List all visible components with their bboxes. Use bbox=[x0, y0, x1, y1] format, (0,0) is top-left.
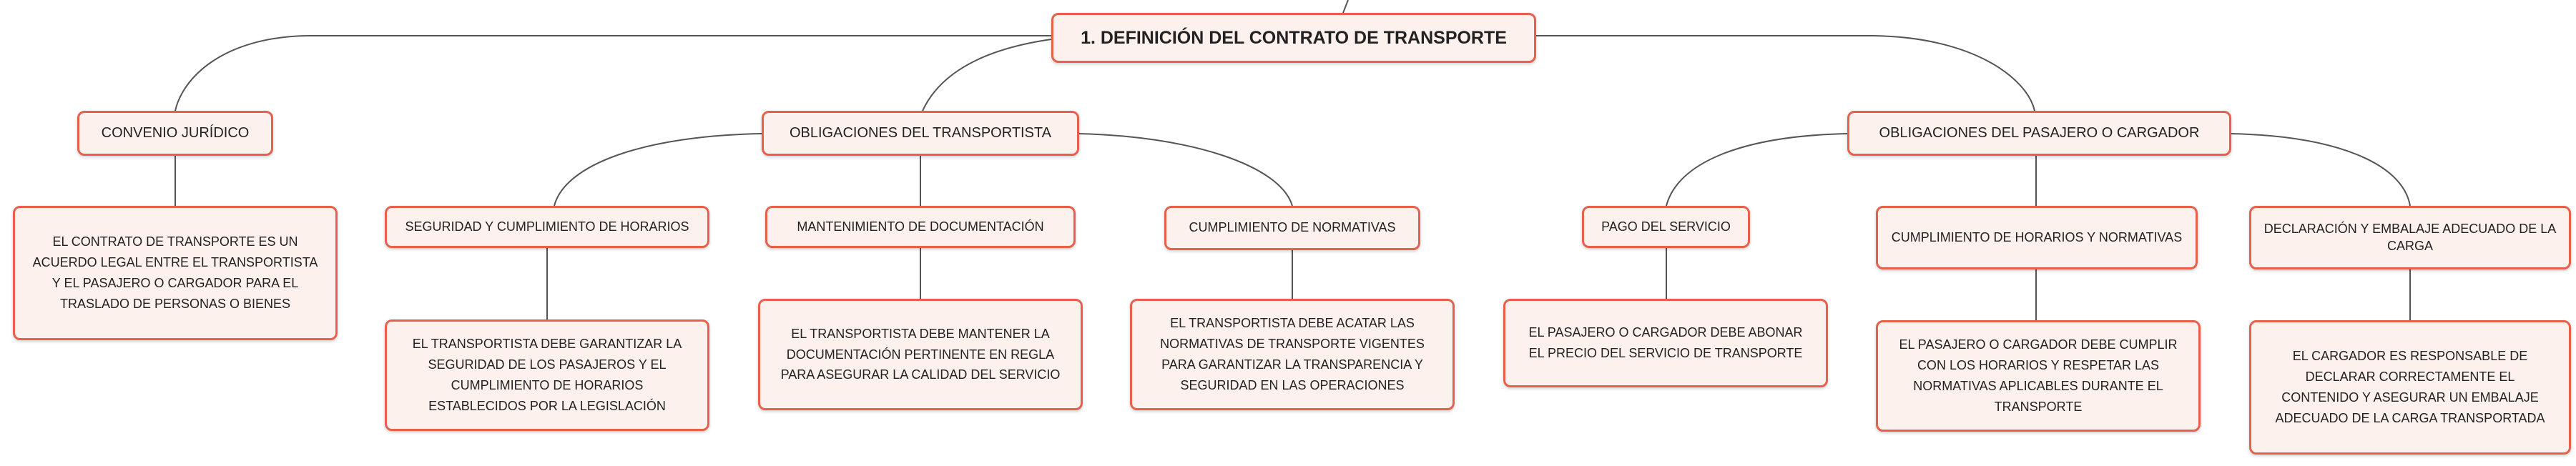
topic-label: MANTENIMIENTO DE DOCUMENTACIÓN bbox=[797, 219, 1044, 234]
leaf-seguridad-horarios bbox=[385, 319, 709, 431]
leaf-pago-servicio bbox=[1503, 299, 1828, 387]
branch-label: OBLIGACIONES DEL PASAJERO O CARGADOR bbox=[1879, 125, 2200, 141]
topic-label: DECLARACIÓN Y EMBALAJE ADECUADO DE LA CARGA bbox=[2263, 222, 2557, 253]
topic-declaracion-embalaje bbox=[2249, 206, 2571, 269]
topic-label: SEGURIDAD Y CUMPLIMIENTO DE HORARIOS bbox=[405, 219, 689, 234]
topic-seguridad-horarios bbox=[385, 206, 709, 248]
branch-convenio-juridico bbox=[77, 111, 273, 156]
topic-label: CUMPLIMIENTO DE HORARIOS Y NORMATIVAS bbox=[1891, 229, 2183, 244]
leaf-declaracion-embalaje bbox=[2249, 320, 2571, 455]
topic-cumplimiento-normativas bbox=[1164, 206, 1420, 250]
branch-label: CONVENIO JURÍDICO bbox=[101, 125, 250, 141]
leaf-text: EL CARGADOR ES RESPONSABLE DE DECLARAR CORRECTAMENTE EL CONTENIDO Y ASEGURAR UN EMBALAJE ADECUADO DE LA CARGA TRANSPORTADA bbox=[2275, 349, 2545, 425]
leaf-text: EL CONTRATO DE TRANSPORTE ES UN ACUERDO LEGAL ENTRE EL TRANSPORTISTA Y EL PASAJERO O CARGADOR PARA EL TRASLADO DE PERSONAS O BIENES bbox=[32, 234, 318, 311]
topic-label: CUMPLIMIENTO DE NORMATIVAS bbox=[1189, 220, 1396, 235]
root-node bbox=[1051, 13, 1536, 63]
root-title: 1. DEFINICIÓN DEL CONTRATO DE TRANSPORTE bbox=[1081, 27, 1507, 48]
leaf-horarios-normativas bbox=[1876, 320, 2201, 432]
leaf-mantenimiento-documentacion bbox=[758, 299, 1083, 410]
leaf-text: EL PASAJERO O CARGADOR DEBE CUMPLIR CON LOS HORARIOS Y RESPETAR LAS NORMATIVAS APLICABLES DURANTE EL TRANSPORTE bbox=[1899, 337, 2178, 414]
topic-mantenimiento-documentacion bbox=[765, 206, 1076, 248]
leaf-text: EL TRANSPORTISTA DEBE MANTENER LA DOCUMENTACIÓN PERTINENTE EN REGLA PARA ASEGURAR LA CALIDAD DEL SERVICIO bbox=[780, 326, 1061, 382]
leaf-text: EL PASAJERO O CARGADOR DEBE ABONAR EL PRECIO DEL SERVICIO DE TRANSPORTE bbox=[1528, 325, 1803, 360]
branch-obligaciones-pasajero bbox=[1847, 111, 2231, 156]
branch-label: OBLIGACIONES DEL TRANSPORTISTA bbox=[789, 125, 1051, 141]
topic-pago-servicio bbox=[1582, 206, 1750, 248]
topic-horarios-normativas bbox=[1876, 206, 2198, 269]
topic-label: PAGO DEL SERVICIO bbox=[1601, 219, 1731, 234]
leaf-text: EL TRANSPORTISTA DEBE GARANTIZAR LA SEGURIDAD DE LOS PASAJEROS Y EL CUMPLIMIENTO DE HORARIOS ESTABLECIDOS POR LA LEGISLACIÓN bbox=[412, 337, 682, 413]
leaf-convenio-juridico bbox=[13, 206, 338, 340]
leaf-cumplimiento-normativas bbox=[1130, 299, 1455, 410]
branch-obligaciones-transportista bbox=[762, 111, 1079, 156]
leaf-text: EL TRANSPORTISTA DEBE ACATAR LAS NORMATIVAS DE TRANSPORTE VIGENTES PARA GARANTIZAR LA TRANSPARENCIA Y SEGURIDAD EN LAS OPERACIONES bbox=[1160, 316, 1425, 392]
